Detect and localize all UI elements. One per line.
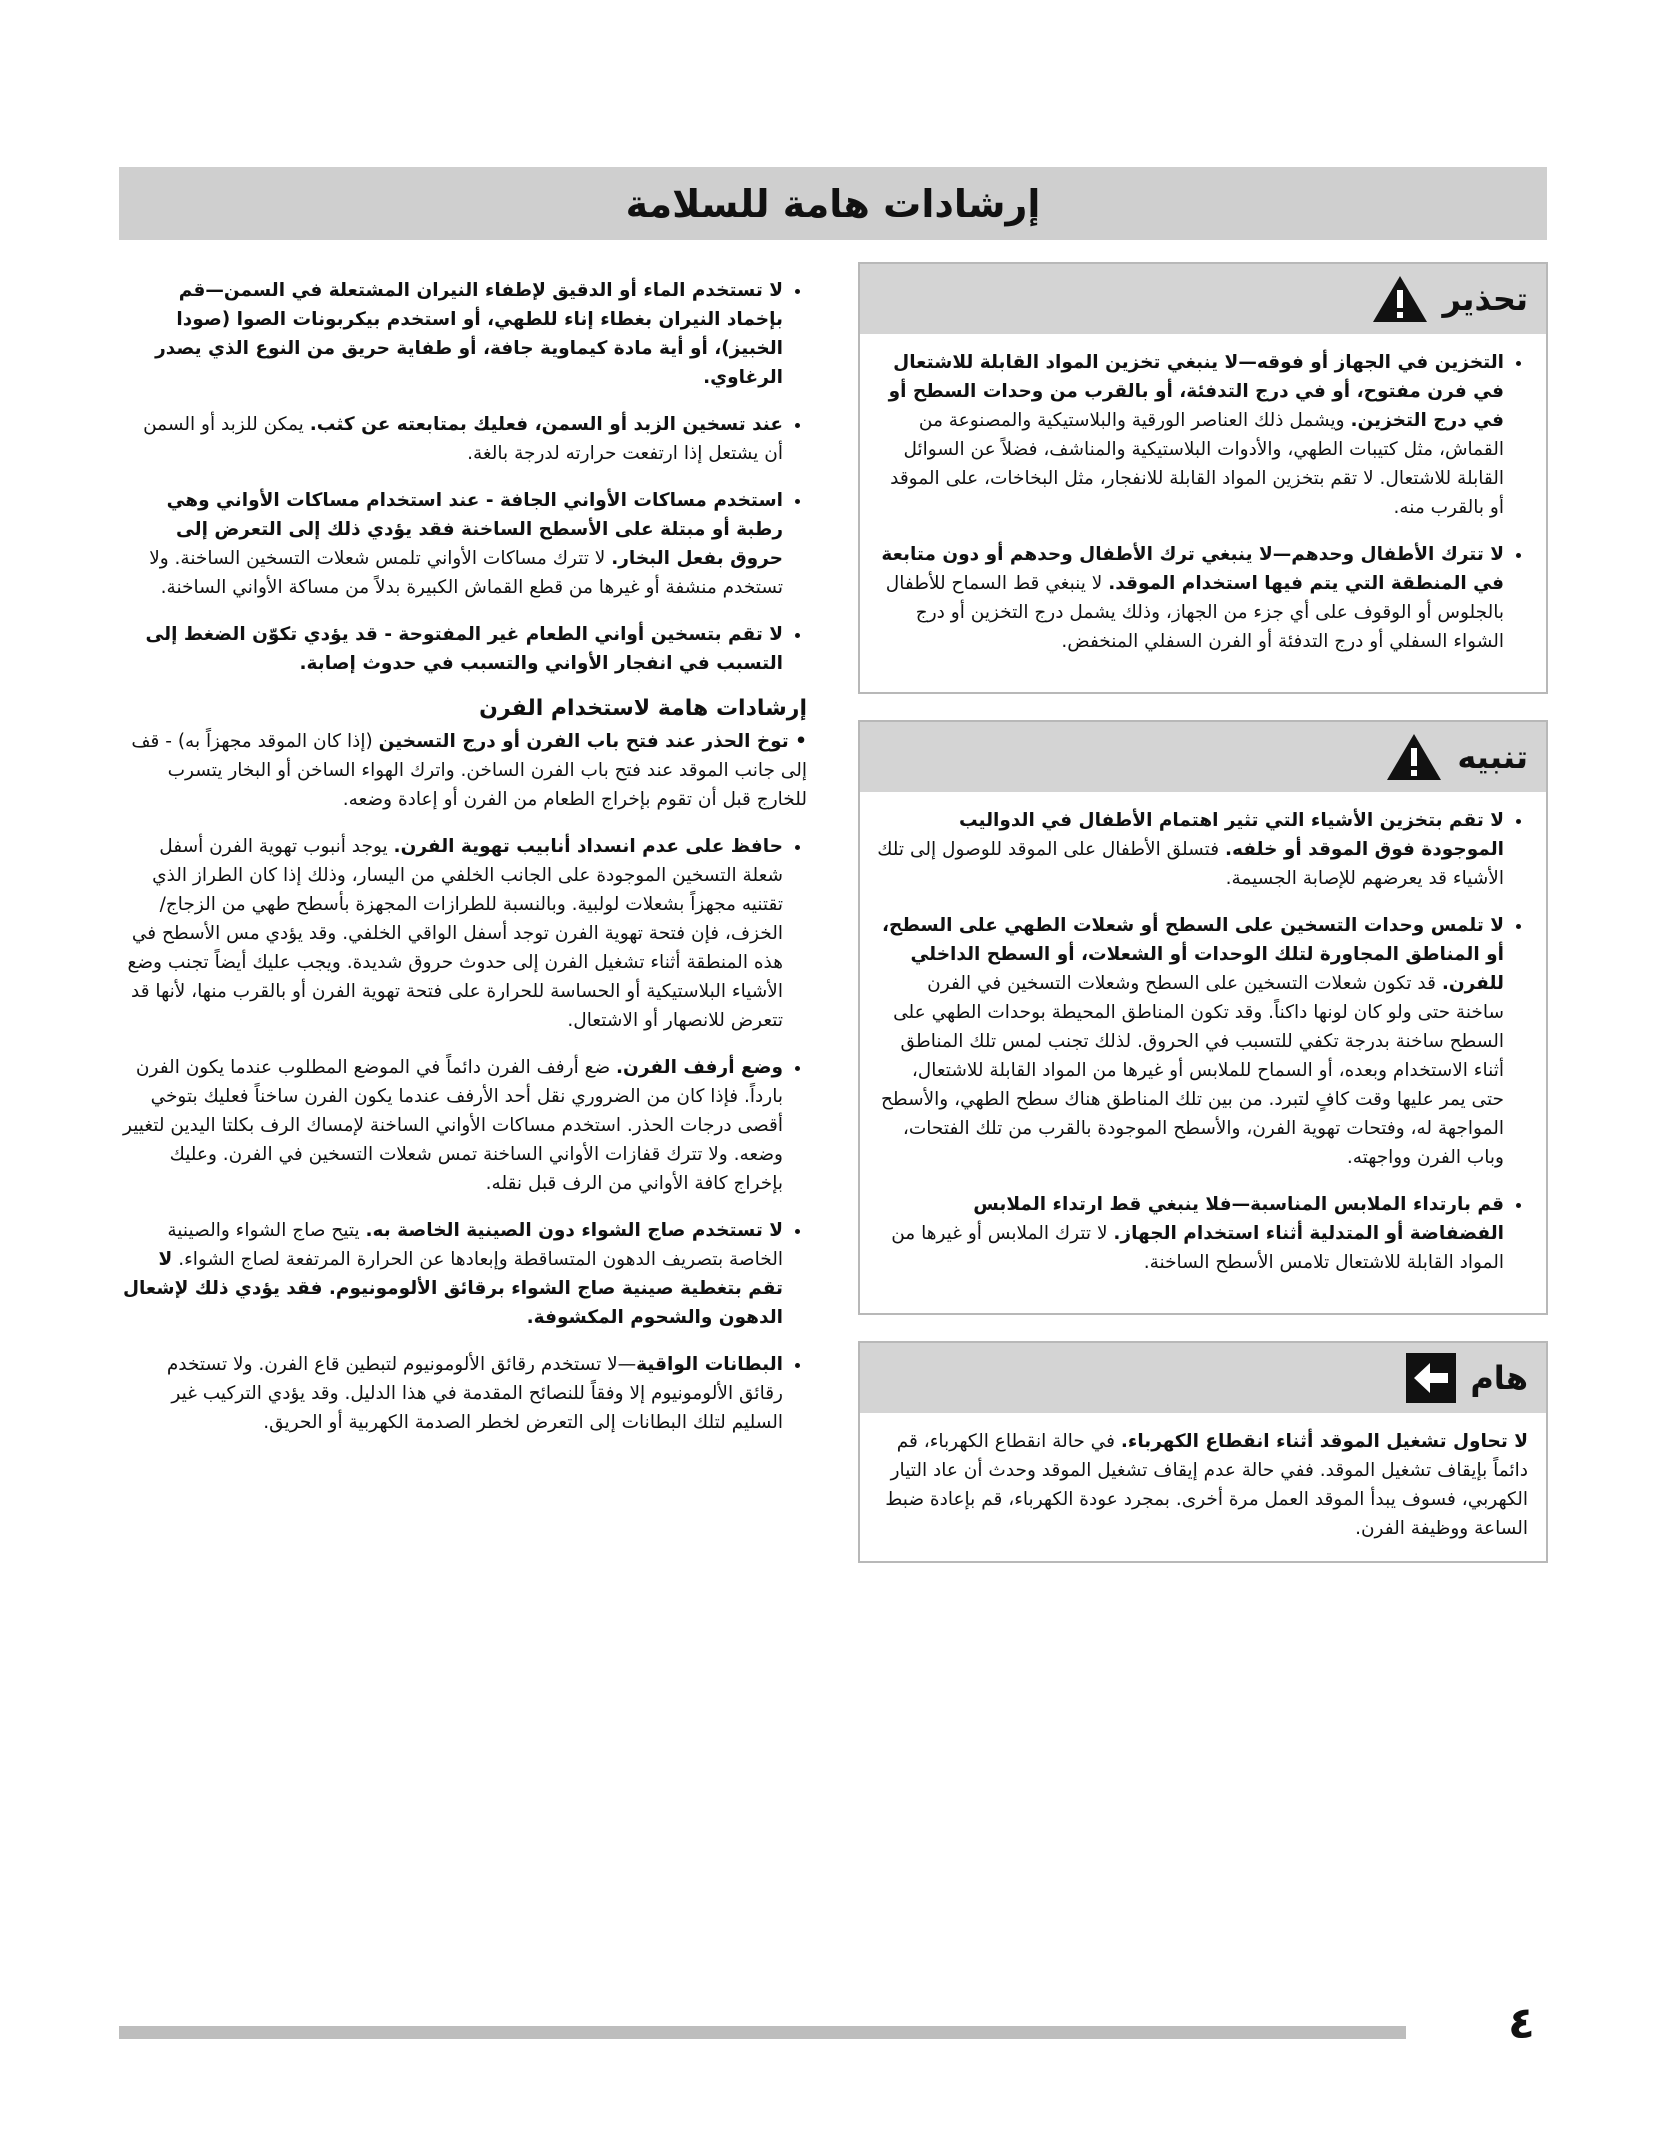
- page-title: إرشادات هامة للسلامة: [625, 181, 1041, 226]
- warning-box: [858, 262, 1548, 694]
- footer-rule: [119, 2026, 1406, 2039]
- left-arrow-icon: [1406, 1353, 1456, 1403]
- caution-item: • قم بارتداء الملابس المناسبة—فلا ينبغي قط ارتداء الملابس الفضفاضة أو المتدلية أثناء استخدام الجهاز. لا تترك الملابس أو غيرها من المواد القابلة للاشتعال تلامس الأسطح الساخنة.: [876, 1190, 1504, 1277]
- oven-intro: • توخ الحذر عند فتح باب الفرن أو درج التسخين (إذا كان الموقد مجهزاً به) - قف إلى جانب الموقد عند فتح باب الفرن الساخن. واترك الهواء الساخن أو البخار يتسرب للخارج قبل أن تقوم بإخراج الطعام من الفرن أو إعادة وضعه.: [131, 731, 807, 810]
- safety-item: • استخدم مساكات الأواني الجافة - عند استخدام مساكات الأواني وهي رطبة أو مبتلة على الأسطح الساخنة فقد يؤدي ذلك إلى التعرض إلى حروق بفعل البخار. لا تترك مساكات الأواني تلمس شعلات التسخين الساخنة. ولا تستخدم منشفة أو غيرها من قطع القماش الكبيرة بدلاً من مساكة الأواني الساخنة.: [119, 486, 783, 602]
- warning-item: • لا تترك الأطفال وحدهم—لا ينبغي ترك الأطفال وحدهم أو دون متابعة في المنطقة التي يتم فيها استخدام الموقد. لا ينبغي قط السماح للأطفال بالجلوس أو الوقوف على أي جزء من الجهاز، وذلك يشمل درج التخزين أو درج الشواء السفلي أو درج التدفئة أو الفرن السفلي المنخفض.: [876, 540, 1504, 656]
- important-heading: هام: [1470, 1359, 1528, 1397]
- oven-item: • حافظ على عدم انسداد أنابيب تهوية الفرن. يوجد أنبوب تهوية الفرن أسفل شعلة التسخين الموجودة على الجانب الخلفي من اليسار، وذلك إذا كان الطراز الذي تقتنيه مجهزاً بشعلات لولبية. وبالنسبة للطرازات المجهزة بأسطح طهي من الزجاج/الخزف، فإن فتحة تهوية الفرن توجد أسفل الواقي الخلفي. وقد يؤدي مس الأسطح في هذه المنطقة أثناء تشغيل الفرن إلى حدوث حروق شديدة. ويجب عليك أيضاً تجنب وضع الأشياء البلاستيكية أو الحساسة للحرارة على فتحة تهوية الفرن أو بالقرب منها، لأنها قد تتعرض للانصهار أو الاشتعال.: [119, 832, 783, 1035]
- important-box: [858, 1341, 1548, 1563]
- caution-heading: تنبيه: [1457, 738, 1528, 776]
- safety-item: • عند تسخين الزبد أو السمن، فعليك بمتابعته عن كثب. يمكن للزبد أو السمن أن يشتعل إذا ارتفعت حرارته لدرجة بالغة.: [119, 410, 783, 468]
- warning-item: • التخزين في الجهاز أو فوقه—لا ينبغي تخزين المواد القابلة للاشتعال في فرن مفتوح، أو في درج التدفئة، أو بالقرب من وحدات السطح أو في درج التخزين. ويشمل ذلك العناصر الورقية والبلاستيكية والمصنوعة من القماش، مثل كتيبات الطهي، والأدوات البلاستيكية والمناشف، فضلاً عن السوائل القابلة للاشتعال. لا تقم بتخزين المواد القابلة للانفجار، مثل البخاخات، على الموقد أو بالقرب منه.: [876, 348, 1504, 522]
- warning-header: [860, 264, 1546, 334]
- oven-item: • وضع أرفف الفرن. ضع أرفف الفرن دائماً في الموضع المطلوب عندما يكون الفرن بارداً. فإذا كان من الضروري نقل أحد الأرفف عندما يكون الفرن ساخناً فعليك بتوخي أقصى درجات الحذر. استخدم مساكات الأواني الساخنة لإمساك الرف بكلتا اليدين لتغيير وضعه. ولا تترك قفازات الأواني الساخنة تمس شعلات التسخين في الفرن. وعليك بإخراج كافة الأواني من الرف قبل نقله.: [119, 1053, 783, 1198]
- important-text: لا تحاول تشغيل الموقد أثناء انقطاع الكهرباء. في حالة انقطاع الكهرباء، قم دائماً بإيقاف تشغيل الموقد. ففي حالة عدم إيقاف تشغيل الموقد وحدث أن عاد التيار الكهربي، فسوف يبدأ الموقد العمل مرة أخرى. بمجرد عودة الكهرباء، قم بإعادة ضبط الساعة ووظيفة الفرن.: [885, 1431, 1528, 1539]
- oven-item: • لا تستخدم صاج الشواء دون الصينية الخاصة به. يتيح صاج الشواء والصينية الخاصة بتصريف الدهون المتساقطة وإبعادها عن الحرارة المرتفعة لصاج الشواء. لا تقم بتغطية صينية صاج الشواء برقائق الألومونيوم. فقد يؤدي ذلك لإشعال الدهون والشحوم المكشوفة.: [119, 1216, 783, 1332]
- left-column: [119, 276, 807, 1455]
- safety-item: • لا تقم بتسخين أواني الطعام غير المفتوحة - قد يؤدي تكوّن الضغط إلى التسبب في انفجار الأواني والتسبب في حدوث إصابة.: [119, 620, 783, 678]
- oven-section-heading: إرشادات هامة لاستخدام الفرن: [479, 696, 807, 721]
- caution-box: [858, 720, 1548, 1315]
- oven-item: • البطانات الواقية—لا تستخدم رقائق الألومونيوم لتبطين قاع الفرن. ولا تستخدم رقائق الألومونيوم إلا وفقاً للنصائح المقدمة في هذا الدليل. وقد يؤدي التركيب غير السليم لتلك البطانات إلى التعرض لخطر الصدمة الكهربية أو الحريق.: [119, 1350, 783, 1437]
- caution-item: • لا تقم بتخزين الأشياء التي تثير اهتمام الأطفال في الدواليب الموجودة فوق الموقد أو خلفه. فتسلق الأطفال على الموقد للوصول إلى تلك الأشياء قد يعرضهم للإصابة الجسيمة.: [876, 806, 1504, 893]
- right-column: [858, 262, 1548, 1589]
- warning-heading: تحذير: [1442, 280, 1528, 318]
- caution-item: • لا تلمس وحدات التسخين على السطح أو شعلات الطهي على السطح، أو المناطق المجاورة لتلك الوحدات أو الشعلات، أو السطح الداخلي للفرن. قد تكون شعلات التسخين على السطح وشعلات التسخين في الفرن ساخنة حتى ولو كان لونها داكناً. وقد تكون المناطق المحيطة بوحدات الطهي على السطح ساخنة بدرجة تكفي للتسبب في الحروق. لذلك تجنب لمس تلك المناطق أثناء الاستخدام وبعده، أو السماح للملابس أو غيرها من المواد القابلة للاشتعال، حتى يمر عليها وقت كافٍ لتبرد. من بين تلك المناطق هناك سطح الطهي، والأسطح المواجهة له، وفتحات تهوية الفرن، والأسطح الموجودة بالقرب من تلك الفتحات، وباب الفرن وواجهته.: [876, 911, 1504, 1172]
- caution-header: [860, 722, 1546, 792]
- warning-triangle-icon: [1371, 274, 1429, 324]
- page-number: ٤: [1508, 1998, 1535, 2049]
- important-header: [860, 1343, 1546, 1413]
- page-title-bar: [119, 167, 1547, 240]
- safety-item: • لا تستخدم الماء أو الدقيق لإطفاء النيران المشتعلة في السمن—قم بإخماد النيران بغطاء إناء للطهي، أو استخدم بيكربونات الصوا (صودا الخبيز)، أو أية مادة كيماوية جافة، أو طفاية حريق من النوع الذي يصدر الرغاوي.: [119, 276, 783, 392]
- caution-triangle-icon: [1385, 732, 1443, 782]
